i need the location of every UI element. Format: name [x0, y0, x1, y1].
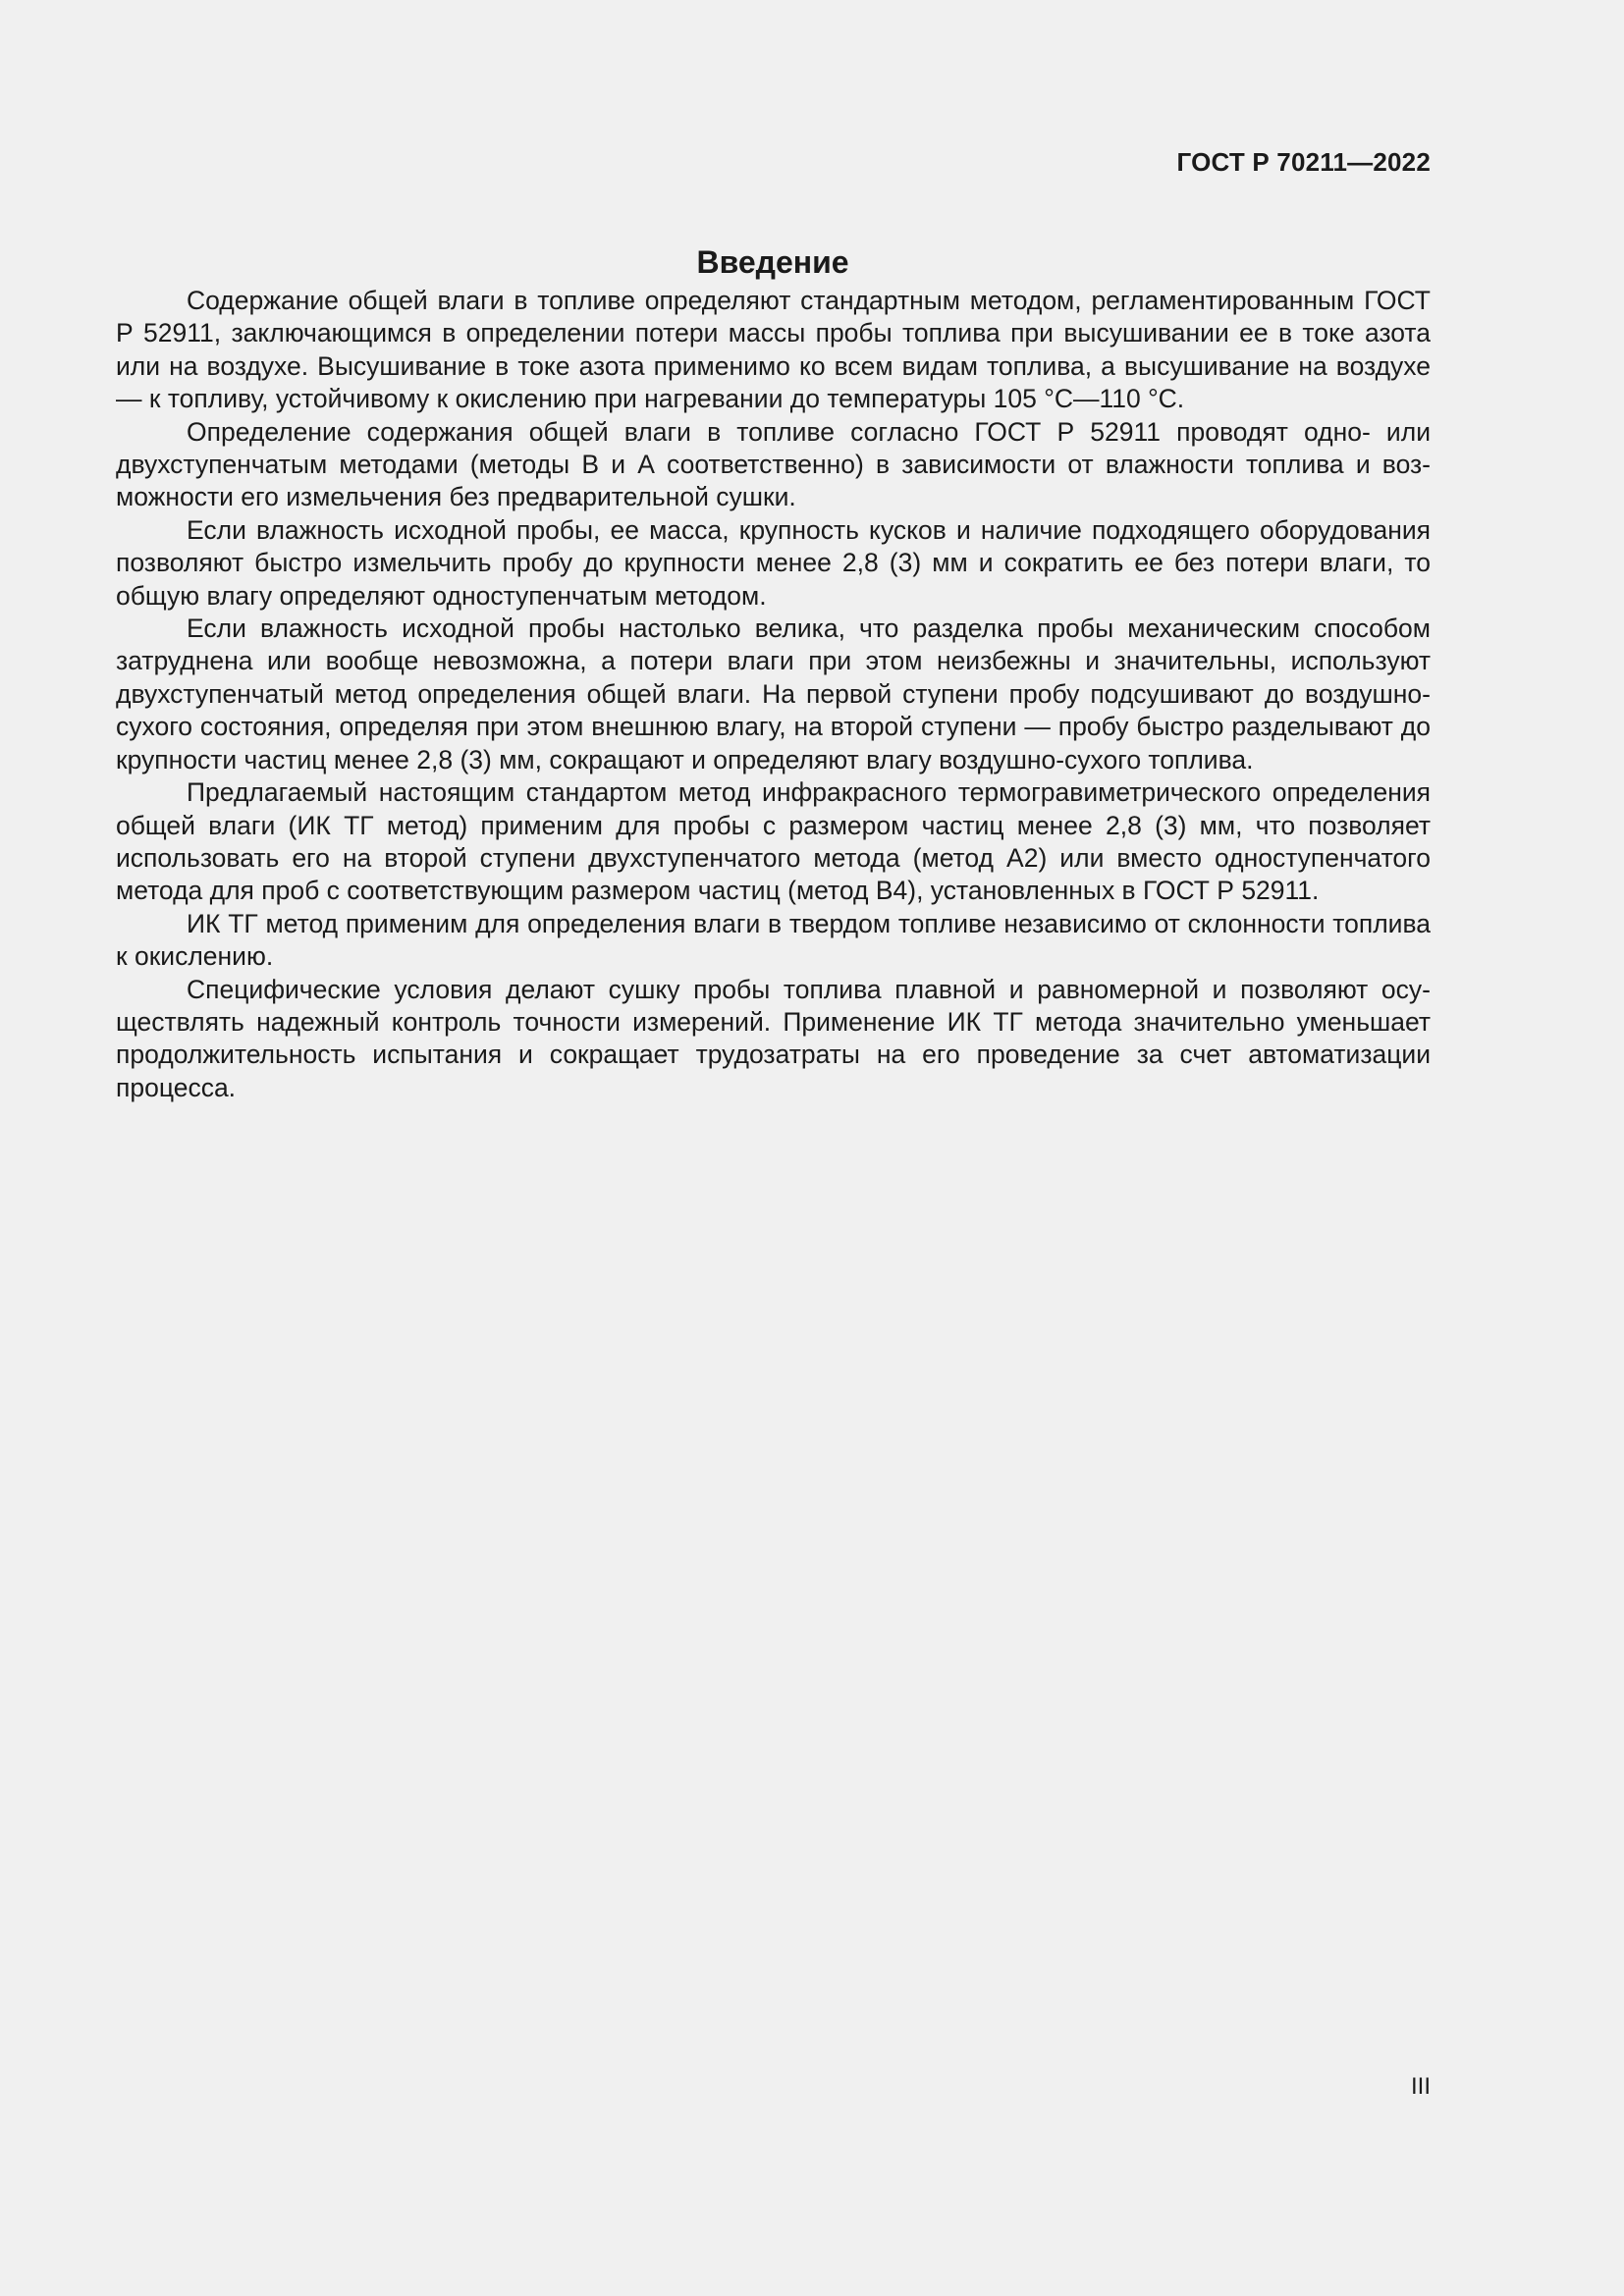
paragraph-4: Если влажность исходной пробы настолько велика, что разделка пробы механическим способом затруднена или вообще невозможна, а потери влаги при этом неизбежны и значительны, используют двухступенчатый метод определения общей влаги. На первой ступени пробу подсушивают до воздушно-сухого состояния, определяя при этом внешнюю влагу, на второй ступени — пробу быстро разделывают до крупности частиц менее 2,8 (3) мм, сокращают и определяют влагу воздушно-сухого топлива. — [116, 614, 1431, 774]
body-text — [116, 285, 1431, 1104]
paragraph-5: Предлагаемый настоящим стандартом метод инфракрасного термогравиметрического определения общей влаги (ИК ТГ метод) применим для пробы с размером частиц менее 2,8 (3) мм, что позволяет использовать его на второй ступени двухступенчатого метода (метод А2) или вместо одноступенчатого метода для проб с соответствующим размером частиц (метод В4), установленных в ГОСТ Р 52911. — [116, 777, 1431, 906]
paragraph-2: Определение содержания общей влаги в топливе согласно ГОСТ Р 52911 проводят одно- или двухступенчатым методами (методы В и А соответственно) в зависимости от влажности топлива и возможности его измельчения без предварительной сушки. — [116, 416, 1431, 512]
paragraph-7: Специфические условия делают сушку пробы топлива плавной и равномерной и позволяют осуществлять надежный контроль точности измерений. Применение ИК ТГ метода значительно уменьшает продолжительность испытания и сокращает трудозатраты на его проведение за счет автоматизации процесса. — [116, 974, 1431, 1102]
page-number: III — [1410, 2073, 1431, 2100]
paragraph-3: Если влажность исходной пробы, ее масса, крупность кусков и наличие подходящего оборудования позволяют быстро измельчить пробу до крупности менее 2,8 (3) мм и сократить ее без потери влаги, то общую влагу определяют одноступенчатым методом. — [116, 514, 1431, 611]
paragraph-1: Содержание общей влаги в топливе определяют стандартным методом, регламентированным ГОСТ Р 52911, заключающимся в определении потери массы пробы топлива при высушивании ее в токе азота или на воздухе. Высушивание в токе азота применимо ко всем видам топлива, а высушивание на воздухе — к топливу, устойчивому к окислению при нагревании до температуры 105 °С—110 °С. — [116, 286, 1431, 414]
paragraph-6: ИК ТГ метод применим для определения влаги в твердом топливе независимо от склонности топлива к окислению. — [116, 908, 1431, 972]
document-code: ГОСТ Р 70211—2022 — [1176, 147, 1431, 177]
section-title: Введение — [696, 244, 849, 281]
